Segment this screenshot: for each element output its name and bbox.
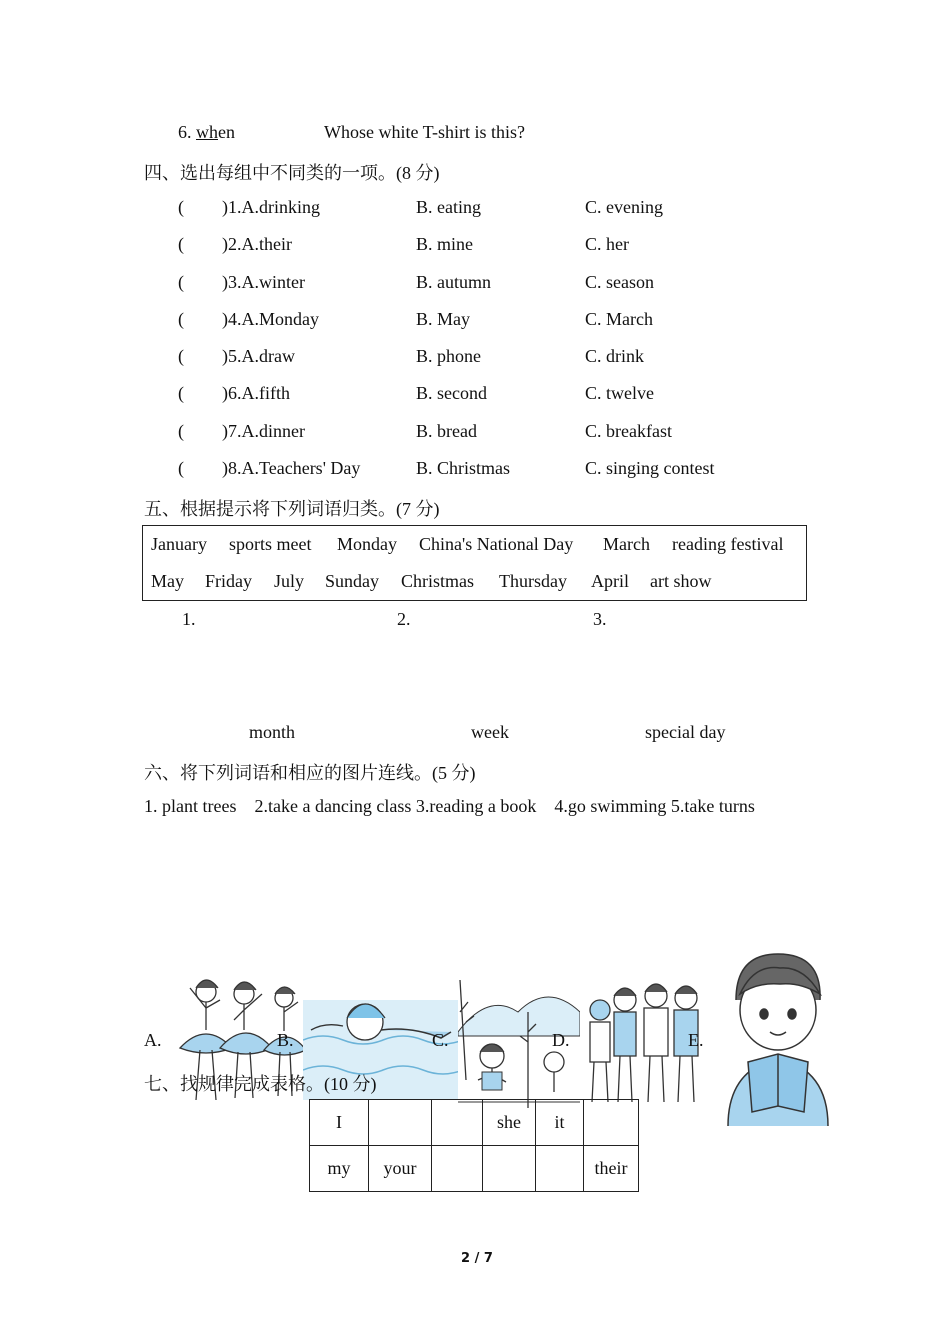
- word-bank-word: July: [274, 571, 305, 591]
- word-bank-word: Friday: [205, 571, 252, 591]
- picture-label-b: B.: [277, 1030, 294, 1050]
- s4-paren-2[interactable]: (: [178, 234, 184, 254]
- word-bank-word: Christmas: [401, 571, 475, 591]
- s4-option-a-6: )6.A.fifth: [222, 383, 290, 403]
- s4-paren-1[interactable]: (: [178, 197, 184, 217]
- s4-option-b-6: B. second: [416, 383, 487, 403]
- word-bank-word: reading festival: [672, 534, 784, 554]
- s4-option-a-3: )3.A.winter: [222, 272, 305, 292]
- category-label-month: month: [249, 722, 296, 742]
- s4-option-c-5: C. drink: [585, 346, 645, 366]
- s4-option-a-5: )5.A.draw: [222, 346, 295, 366]
- prev-item-sentence: Whose white T-shirt is this?: [324, 122, 525, 142]
- table-cell: she: [483, 1100, 536, 1146]
- s4-option-b-4: B. May: [416, 309, 470, 329]
- s4-option-b-7: B. bread: [416, 421, 477, 441]
- s4-option-c-6: C. twelve: [585, 383, 654, 403]
- category-label-special-day: special day: [645, 722, 726, 742]
- table-row: [310, 1146, 639, 1192]
- s4-option-c-1: C. evening: [585, 197, 663, 217]
- section5-title: 五、根据提示将下列词语归类。(7 分): [144, 499, 440, 519]
- word-bank-word: March: [603, 534, 650, 554]
- word-bank-word: Sunday: [325, 571, 379, 591]
- word-bank-word: sports meet: [229, 534, 312, 554]
- section6-title: 六、将下列词语和相应的图片连线。(5 分): [144, 763, 476, 783]
- s4-option-a-8: )8.A.Teachers' Day: [222, 458, 361, 478]
- s4-option-c-4: C. March: [585, 309, 653, 329]
- s4-paren-4[interactable]: (: [178, 309, 184, 329]
- table-cell-blank[interactable]: [369, 1100, 432, 1146]
- s4-paren-7[interactable]: (: [178, 421, 184, 441]
- s4-paren-6[interactable]: (: [178, 383, 184, 403]
- s4-option-c-3: C. season: [585, 272, 654, 292]
- prev-item: [178, 122, 235, 143]
- table-cell-blank[interactable]: [483, 1146, 536, 1192]
- word-bank-word: May: [151, 571, 184, 591]
- section6-phrases: 1. plant trees 2.take a dancing class 3.reading a book 4.go swimming 5.take turns: [144, 796, 755, 816]
- category-slot-1[interactable]: 1.: [182, 609, 196, 629]
- s4-paren-3[interactable]: (: [178, 272, 184, 292]
- category-slot-3[interactable]: 3.: [593, 609, 607, 629]
- word-bank-word: art show: [650, 571, 712, 591]
- s4-option-a-2: )2.A.their: [222, 234, 292, 254]
- prev-item-word-underlined: wh: [196, 122, 218, 142]
- table-cell: it: [536, 1100, 584, 1146]
- s4-option-a-4: )4.A.Monday: [222, 309, 319, 329]
- table-cell-blank[interactable]: [432, 1146, 483, 1192]
- prev-item-word-rest: en: [218, 122, 235, 142]
- section4-title: 四、选出每组中不同类的一项。(8 分): [144, 163, 440, 183]
- page-number: 2 / 7: [461, 1251, 493, 1266]
- table-cell: their: [584, 1146, 639, 1192]
- s4-option-b-8: B. Christmas: [416, 458, 511, 478]
- word-bank-word: China's National Day: [419, 534, 574, 554]
- picture-label-d: D.: [552, 1030, 570, 1050]
- s4-option-c-2: C. her: [585, 234, 629, 254]
- word-bank-box: [142, 525, 807, 601]
- s4-option-b-3: B. autumn: [416, 272, 491, 292]
- prev-item-number: 6.: [178, 122, 192, 142]
- picture-label-c: C.: [432, 1030, 449, 1050]
- s4-option-a-1: )1.A.drinking: [222, 197, 320, 217]
- category-label-week: week: [471, 722, 509, 742]
- pronoun-table: [309, 1099, 639, 1192]
- category-slot-2[interactable]: 2.: [397, 609, 411, 629]
- s4-option-c-7: C. breakfast: [585, 421, 672, 441]
- s4-option-c-8: C. singing contest: [585, 458, 715, 478]
- reading-boy-image[interactable]: [718, 950, 836, 1128]
- s4-option-b-1: B. eating: [416, 197, 481, 217]
- word-bank-word: Monday: [337, 534, 397, 554]
- section7-title: 七、找规律完成表格。(10 分): [144, 1074, 377, 1094]
- word-bank-word: January: [151, 534, 207, 554]
- word-bank-word: April: [591, 571, 629, 591]
- table-row: [310, 1100, 639, 1146]
- table-cell: I: [310, 1100, 369, 1146]
- s4-paren-5[interactable]: (: [178, 346, 184, 366]
- table-cell-blank[interactable]: [584, 1100, 639, 1146]
- picture-label-e: E.: [688, 1030, 704, 1050]
- table-cell-blank[interactable]: [432, 1100, 483, 1146]
- s4-option-a-7: )7.A.dinner: [222, 421, 305, 441]
- word-bank-word: Thursday: [499, 571, 567, 591]
- s4-option-b-5: B. phone: [416, 346, 481, 366]
- table-cell: my: [310, 1146, 369, 1192]
- s4-option-b-2: B. mine: [416, 234, 473, 254]
- s4-paren-8[interactable]: (: [178, 458, 184, 478]
- table-cell-blank[interactable]: [536, 1146, 584, 1192]
- table-cell: your: [369, 1146, 432, 1192]
- picture-label-a: A.: [144, 1030, 162, 1050]
